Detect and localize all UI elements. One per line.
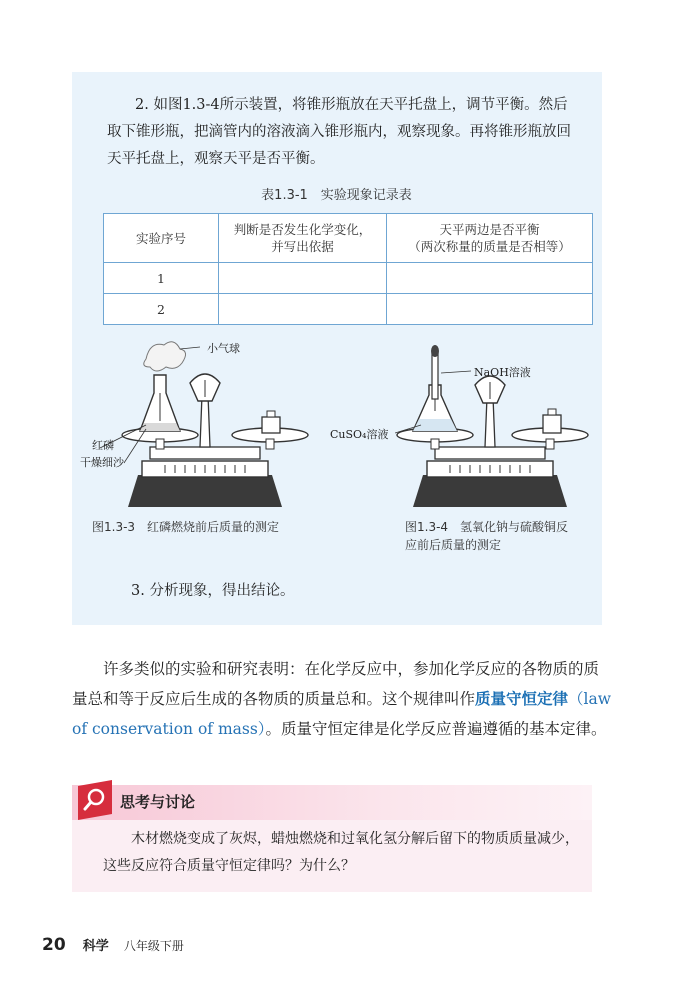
label-phosphorus: 红磷 xyxy=(92,439,114,452)
header-seq: 实验序号 xyxy=(104,214,219,263)
book-subtitle: 八年级下册 xyxy=(123,939,184,953)
label-sand: 干燥细沙 xyxy=(80,456,124,469)
discussion-title: 思考与讨论 xyxy=(120,793,196,811)
small-balloon xyxy=(144,342,186,371)
label-naoh: NaOH溶液 xyxy=(474,366,531,379)
table-cell xyxy=(387,294,593,325)
step-3-text: 3. 分析现象，得出结论。 xyxy=(131,583,295,599)
discussion-text: 木材燃烧变成了灰烬，蜡烛燃烧和过氧化氢分解后留下的物质质量减少，这些反应符合质量守恒定律吗？为什么？ xyxy=(103,831,579,874)
main-text-before: 许多类似的实验和研究表明：在化学反应中，参加化学反应的各物质的质量总和等于反应后生成的各物质的质量总和。这个规律叫作 xyxy=(72,660,600,708)
record-table xyxy=(103,213,593,325)
step-2-text: 2. 如图1.3-4所示装置，将锥形瓶放在天平托盘上，调节平衡。然后取下锥形瓶，把滴管内的溶液滴入锥形瓶内，观察现象。再将锥形瓶放回天平托盘上，观察天平是否平衡。 xyxy=(107,97,571,167)
book-title: 科学 xyxy=(82,939,109,954)
table-cell xyxy=(219,294,387,325)
main-text-after: 。质量守恒定律是化学反应普遍遵循的基本定律。 xyxy=(265,720,607,738)
balance-base xyxy=(128,475,282,507)
weight-block xyxy=(262,417,280,433)
table-cell xyxy=(219,263,387,294)
table-row xyxy=(104,263,593,294)
balance-phosphorus-illustration xyxy=(90,335,320,515)
term-english: （law of conservation of mass） xyxy=(72,690,611,738)
header-balance: 天平两边是否平衡 （两次称量的质量是否相等） xyxy=(387,214,593,263)
table-cell: 2 xyxy=(104,294,219,325)
term-mass-conservation: 质量守恒定律 xyxy=(475,690,569,708)
balance-base xyxy=(413,475,567,507)
table-row xyxy=(104,294,593,325)
weight-block xyxy=(543,415,561,433)
figure-3-caption: 图1.3-3 红磷燃烧前后质量的测定 xyxy=(92,520,280,534)
table-caption: 表1.3-1 实验现象记录表 xyxy=(261,188,412,203)
table-cell: 1 xyxy=(104,263,219,294)
table-cell xyxy=(387,263,593,294)
dropper xyxy=(432,353,438,399)
table-header-row xyxy=(104,214,593,263)
magnifier-icon xyxy=(78,780,112,820)
label-balloon: 小气球 xyxy=(207,342,240,355)
header-judgement: 判断是否发生化学变化， 并写出依据 xyxy=(219,214,387,263)
page-footer xyxy=(42,935,184,955)
label-cuso4: CuSO₄溶液 xyxy=(330,428,389,441)
figure-4-caption: 图1.3-4 氢氧化钠与硫酸铜反应前后质量的测定 xyxy=(405,520,569,552)
main-paragraph xyxy=(72,654,612,744)
page-number: 20 xyxy=(42,935,66,955)
